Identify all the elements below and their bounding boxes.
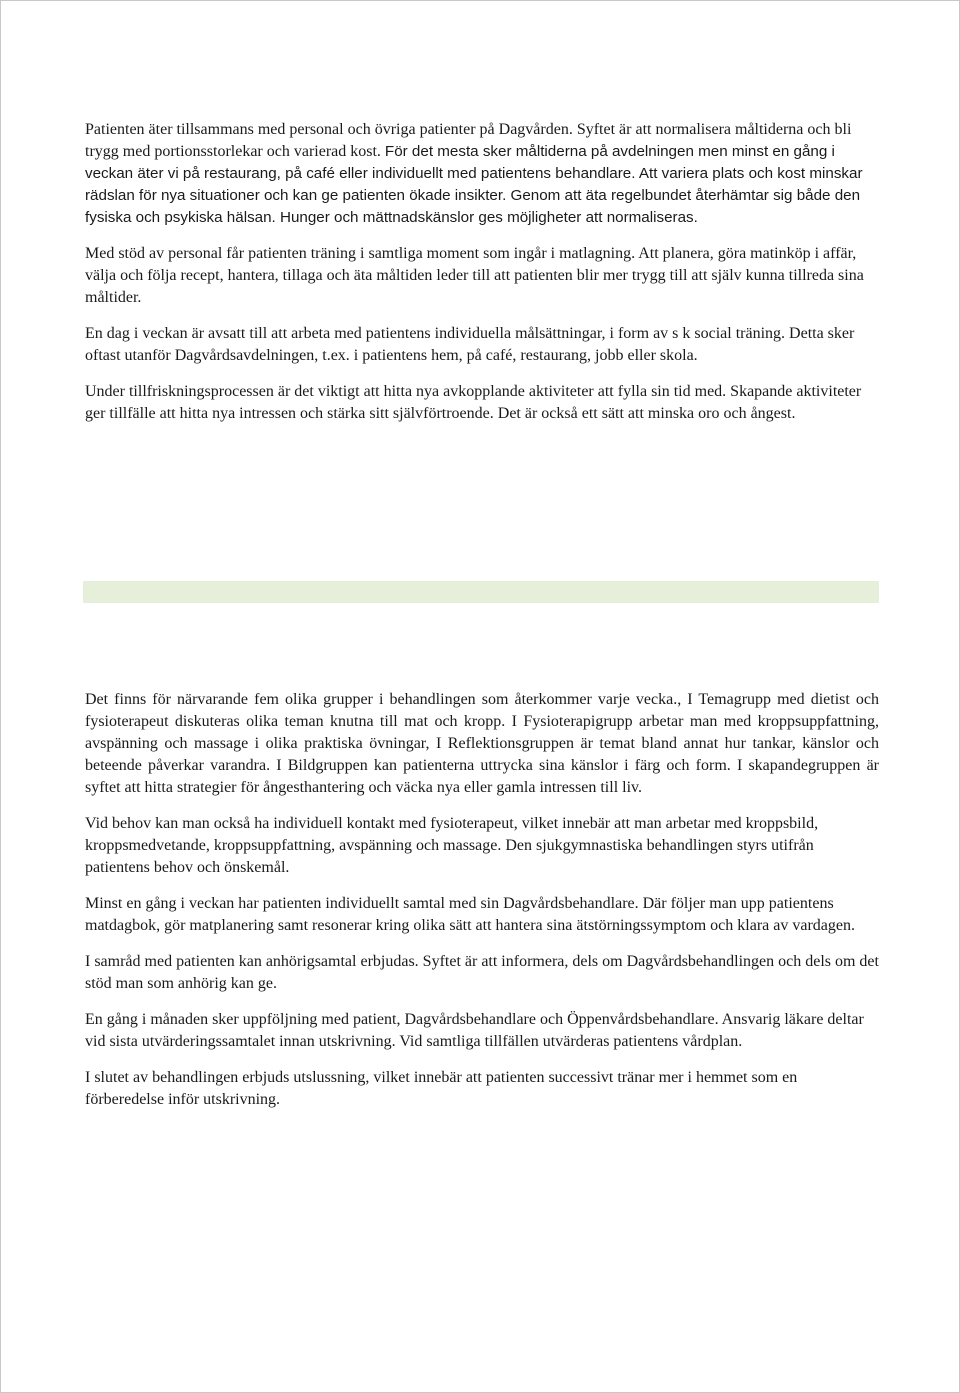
paragraph-relatives: I samråd med patienten kan anhörigsamtal erbjudas. Syftet är att informera, dels om Dagvårdsbehandlingen och dels om det stöd man som anhörig kan ge. [85,953,879,992]
paragraph-follow-up: En gång i månaden sker uppföljning med patient, Dagvårdsbehandlare och Öppenvårdsbehandlare. Ansvarig läkare deltar vid sista utvärderingssamtalet innan utskrivning. Vid samtliga tillfällen utvärderas patientens vårdplan. [85,1011,864,1050]
paragraph-physiotherapy: Vid behov kan man också ha individuell kontakt med fysioterapeut, vilket innebär att man arbetar med kroppsbild, kroppsmedvetande, kroppsuppfattning, avspänning och massage. Den sjukgymnastiska behandlingen styrs utifrån patientens behov och önskemål. [85,815,819,876]
paragraph-meals [85,119,879,229]
section-heading-band [83,581,879,603]
text-section-bottom [85,689,879,1125]
paragraph-meals-serif: Patienten äter tillsammans med personal och övriga patienter på Dagvården. Syftet är att normalisera måltiderna och bli trygg med portionsstorlekar och varierad kost. [85,121,852,160]
paragraph-meals-sans: För det mesta sker måltiderna på avdelningen men minst en gång i veckan äter vi på restaurang, på café eller individuellt med patientens behandlare. Att variera plats och kost minskar rädslan för nya situationer och kan ge patienten ökade insikter. Genom att äta regelbundet återhämtar sig både den fysiska och psykiska hälsan. Hunger och mättnadskänslor ges möjligheter att normaliseras. [85,143,863,226]
text-section-top [85,119,879,439]
paragraph-cooking: Med stöd av personal får patienten träning i samtliga moment som ingår i matlagning. Att planera, göra matinköp i affär, välja och följa recept, hantera, tillaga och äta måltiden leder till att patienten blir mer trygg till att själv kunna tillreda sina måltider. [85,245,864,306]
paragraph-individual-talks: Minst en gång i veckan har patienten individuellt samtal med sin Dagvårdsbehandlare. Där följer man upp patientens matdagbok, gör matplanering samt resonerar kring olika sätt att hantera sina ätstörningssymptom och klara av vardagen. [85,895,855,934]
paragraph-discharge: I slutet av behandlingen erbjuds utslussning, vilket innebär att patienten successivt tränar mer i hemmet som en förberedelse inför utskrivning. [85,1069,798,1108]
paragraph-activities: Under tillfriskningsprocessen är det viktigt att hitta nya avkopplande aktiviteter att fylla sin tid med. Skapande aktiviteter ger tillfälle att hitta nya intressen och stärka sitt självförtroende. Det är också ett sätt att minska oro och ångest. [85,383,862,422]
paragraph-social-training: En dag i veckan är avsatt till att arbeta med patientens individuella målsättningar, i form av s k social träning. Detta sker oftast utanför Dagvårdsavdelningen, t.ex. i patientens hem, på café, restaurang, jobb eller skola. [85,325,855,364]
paragraph-groups: Det finns för närvarande fem olika grupper i behandlingen som återkommer varje vecka., I Temagrupp med dietist och fysioterapeut diskuteras olika teman knutna till mat och kropp. I Fysioterapigrupp arbetar man med kroppsuppfattning, avspänning och massage i olika praktiska övningar, I Reflektionsgruppen är temat bland annat hur tankar, känslor och beteende påverkar varandra. I Bildgruppen kan patienterna uttrycka sina känslor i färg och form. I skapandegruppen är syftet att hitta strategier för ångesthantering och väcka nya eller gamla intressen till liv. [85,691,879,796]
